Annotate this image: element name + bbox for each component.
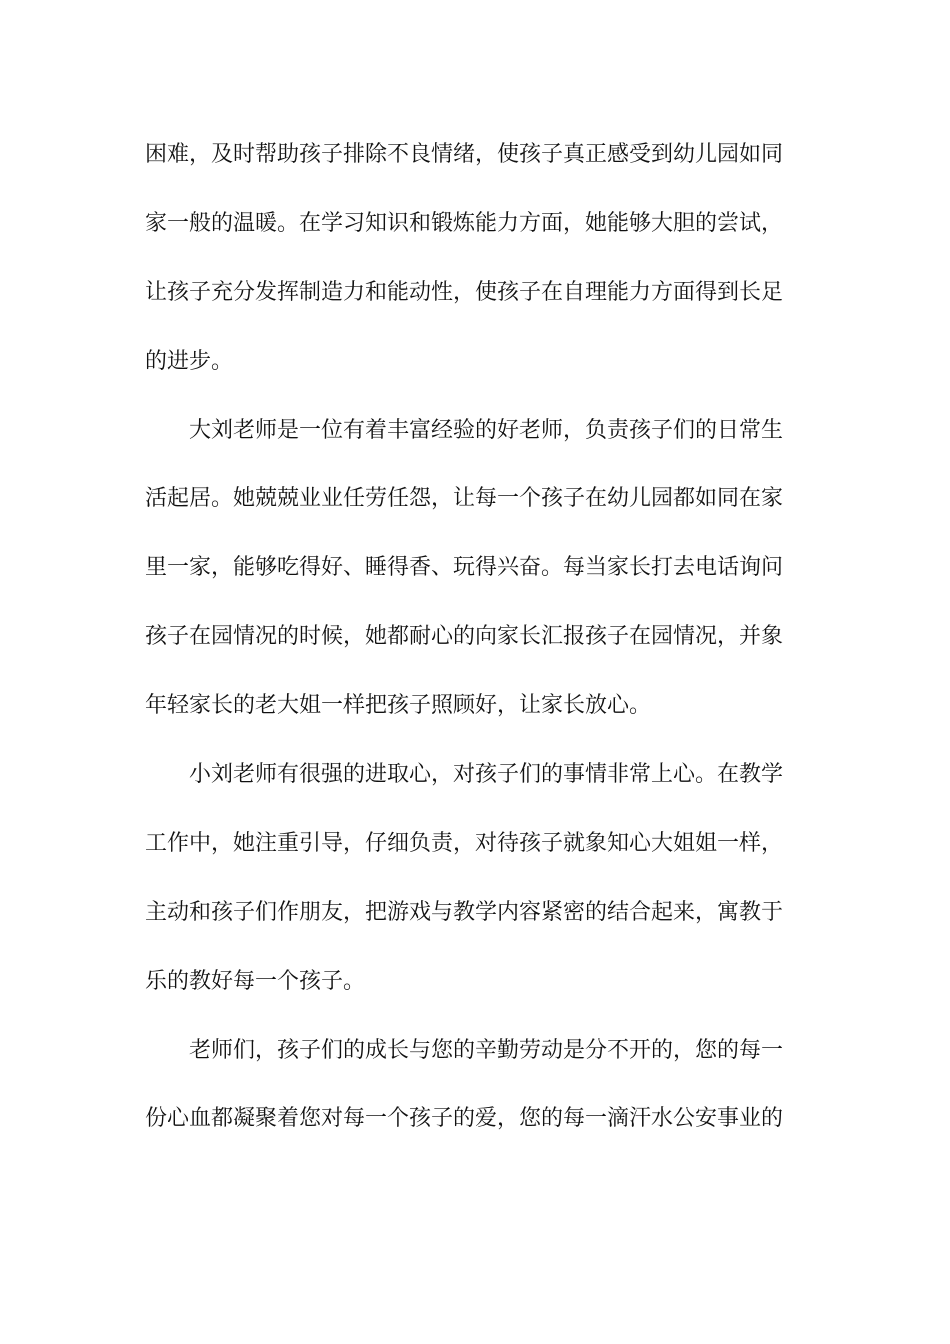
text-line: 工作中，她注重引导，仔细负责，对待孩子就象知心大姐姐一样， [145, 830, 784, 856]
text-line: 家一般的温暖。在学习知识和锻炼能力方面，她能够大胆的尝试， [145, 210, 784, 236]
paragraph-first-line: 老师们，孩子们的成长与您的辛勤劳动是分不开的，您的每一 [189, 1037, 784, 1063]
paragraph-first-line: 小刘老师有很强的进取心，对孩子们的事情非常上心。在教学 [189, 762, 784, 788]
text-line: 主动和孩子们作朋友，把游戏与教学内容紧密的结合起来，寓教于 [145, 899, 784, 925]
text-line: 里一家，能够吃得好、睡得香、玩得兴奋。每当家长打去电话询问 [145, 555, 784, 581]
text-line: 困难，及时帮助孩子排除不良情绪，使孩子真正感受到幼儿园如同 [145, 142, 784, 167]
body-text [145, 132, 805, 1142]
paragraph-first-line: 大刘老师是一位有着丰富经验的好老师，负责孩子们的日常生 [189, 417, 784, 443]
text-line: 让孩子充分发挥制造力和能动性，使孩子在自理能力方面得到长足 [145, 279, 784, 305]
text-line: 年轻家长的老大姐一样把孩子照顾好，让家长放心。 [145, 693, 652, 719]
text-line: 的进步。 [145, 348, 234, 374]
text-line: 活起居。她兢兢业业任劳任怨，让每一个孩子在幼儿园都如同在家 [145, 486, 784, 512]
text-line: 孩子在园情况的时候，她都耐心的向家长汇报孩子在园情况，并象 [145, 624, 784, 650]
text-line: 份心血都凝聚着您对每一个孩子的爱，您的每一滴汗水公安事业的 [145, 1106, 784, 1132]
text-line: 乐的教好每一个孩子。 [145, 968, 366, 994]
